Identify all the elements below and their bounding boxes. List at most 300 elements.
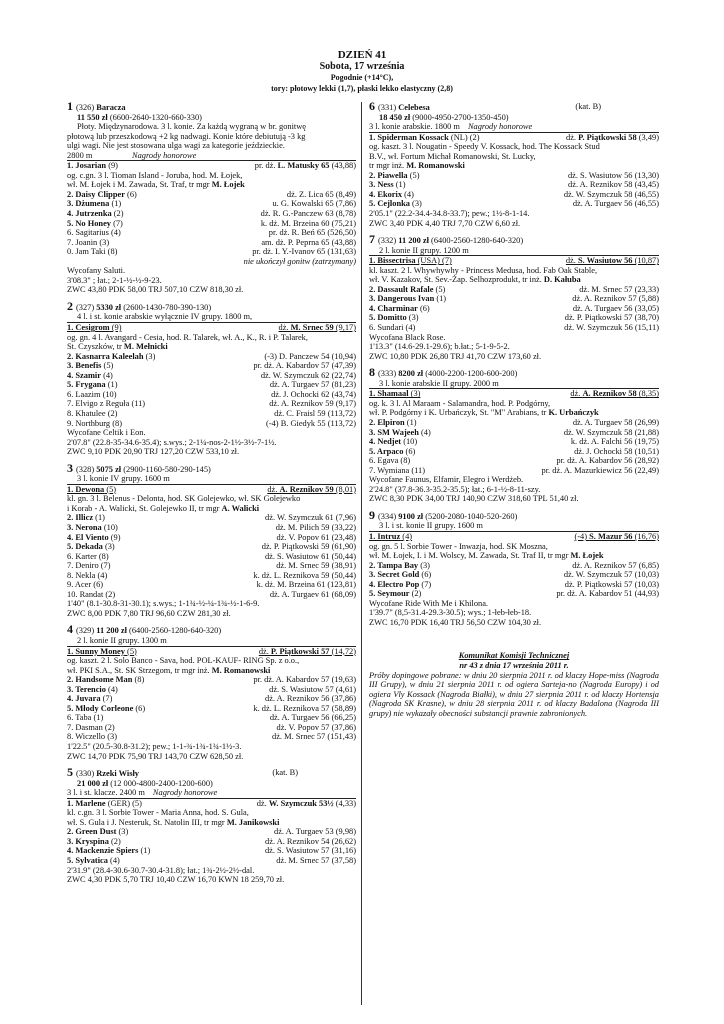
horse-name: 2. Dassault Rafale <box>369 284 434 294</box>
result-row <box>67 199 356 209</box>
result-info-line: kl. kaszt. 2 l. Whywhywhy - Princess Medusa, hod. Fab Oak Stable, <box>369 265 598 275</box>
horse-origin: (4) <box>418 427 431 437</box>
odds: (47,39) <box>331 361 356 371</box>
odds: (37,86) <box>331 722 356 732</box>
result-row <box>67 713 356 723</box>
horse-cell <box>67 561 111 571</box>
jockey-cell <box>269 685 356 695</box>
odds: (26,62) <box>331 836 356 846</box>
result-row <box>67 704 356 714</box>
jockey-prefix: (-3) D. Panczew 54 <box>264 351 332 361</box>
notice-body: Próby dopingowe pobrane: w dniu 20 sierpnia 2011 r. od klaczy Hope-miss (Nagroda III Grupy), w dniu 21 sierpnia 2011 r. od ogiera Sarteja-no (Nagroda Europy) i od ogiera Vly Kossack (Nagroda Białki), w dniu 27 sierpnia 2011 r. od klaczy Hortensja (Nagroda SK Krasne), w dniu 28 sierpnia 2011 r. od klaczy Badalona (Nagroda III grupy) nie wykazały obecności substancji prawnie zabronionych. <box>369 670 659 718</box>
horse-origin: (7) <box>98 561 111 571</box>
jockey-cell <box>574 532 659 542</box>
jockey-cell <box>574 447 659 457</box>
honor-label: Nagrody honorowe <box>467 122 533 132</box>
horse-cell <box>67 161 118 171</box>
result-row <box>369 389 659 399</box>
odds: (23,48) <box>331 532 356 542</box>
horse-cell <box>369 580 431 590</box>
race-block <box>369 365 659 504</box>
result-info-line: og. kaszt. 3 l. Nougatin - Speedy V. Kossack, hod. The Kossack Stud <box>369 142 600 152</box>
race-name: 5330 zł <box>96 302 122 312</box>
horse-name: 2. Kasnarra Kaleelah <box>67 351 144 361</box>
race-summary-line: Wycofane Faunus, Elfamir, Elegro i Werdżeb. <box>369 475 524 485</box>
race-conditions: ulgi wagi. Nie jest stosowana ulga wagi za kategorie jeździeckie. <box>67 141 285 151</box>
horse-origin: (5) <box>124 646 137 656</box>
odds: (58,89) <box>331 703 356 713</box>
result-row <box>67 190 356 200</box>
result-row <box>67 675 356 685</box>
odds: (43,45) <box>634 180 659 190</box>
result-row <box>369 589 659 599</box>
race-header <box>369 232 659 247</box>
jockey-prefix: dż. W. Szymczuk 56 <box>564 323 635 333</box>
horse-cell <box>369 389 420 399</box>
jockey-cell <box>257 580 356 590</box>
race-summary-line: ZWC 4,30 PDK 5,70 TRJ 10,40 CZW 16,70 KWN 18 259,70 zł. <box>67 875 285 885</box>
jockey-prefix: am. dż. P. Peprna 65 <box>261 237 332 247</box>
horse-name: 8. Nekla <box>67 570 96 580</box>
horse-origin: (4) <box>95 570 108 580</box>
horse-origin: (11) <box>409 465 426 475</box>
jockey-cell <box>261 209 356 219</box>
horse-origin: (1) <box>393 180 406 190</box>
race-block <box>67 99 356 295</box>
result-row <box>369 285 659 295</box>
notice-subtitle: nr 43 z dnia 17 września 2011 r. <box>459 660 569 670</box>
jockey-cell <box>265 513 356 523</box>
horse-origin: (10) <box>401 437 418 447</box>
result-row <box>67 732 356 742</box>
horse-name: 2. Handsome Man <box>67 675 133 685</box>
result-row <box>67 409 356 419</box>
jockey-cell <box>579 285 659 295</box>
horse-origin: (3) <box>102 542 115 552</box>
race-code: (328) <box>76 464 97 474</box>
horse-name: 1. Josarian <box>67 161 107 171</box>
horse-origin: (6) <box>91 580 104 590</box>
horse-origin: (1) <box>404 417 417 427</box>
honor-label: Nagrody honorowe <box>152 788 218 798</box>
horse-origin: (3) <box>408 389 421 399</box>
race-code: (326) <box>76 103 97 112</box>
race-number: 8 <box>369 365 375 380</box>
odds: (16,76) <box>632 531 659 541</box>
result-row <box>369 570 659 580</box>
result-row <box>67 209 356 219</box>
jockey-cell <box>556 456 659 466</box>
odds: (4,33) <box>333 798 356 808</box>
jockey-cell <box>270 380 356 390</box>
jockey-prefix: dż. A. Reznikov 57 <box>572 560 639 570</box>
horse-name: 1. Marlene <box>67 798 106 808</box>
horse-name: 4. Mackenzie Spiers <box>67 846 139 856</box>
horse-name: 7. Joanin <box>67 237 98 247</box>
honor-label: Nagrody honorowe <box>132 150 197 160</box>
result-info-line: og. gn. 5 l. Sorbie Tower - Inwazja, hod. SK Moszna, <box>369 541 548 551</box>
horse-name: 1. Sunny Money <box>67 646 125 656</box>
result-row <box>67 238 356 248</box>
result-row <box>369 304 659 314</box>
result-row <box>67 361 356 371</box>
race-code: (332) <box>378 236 399 246</box>
race-name: 11 200 zł <box>96 626 127 636</box>
prize-amount: 21 000 zł <box>77 778 109 788</box>
race-summary-line: 1'39.7" (8,5-31.4-29.3-30.5); wys.; 1-łeb-łeb-18. <box>369 608 532 618</box>
race-block <box>369 232 659 361</box>
trainer-name: M. Mełnicki <box>123 342 168 352</box>
jockey-cell <box>255 161 356 171</box>
result-row <box>67 580 356 590</box>
odds: (21,88) <box>634 427 659 437</box>
odds: (10,03) <box>634 579 659 589</box>
horse-name: 2. Tampa Bay <box>369 560 419 570</box>
race-code: (334) <box>378 511 399 521</box>
race-distance-honor <box>67 151 356 162</box>
jockey-prefix: dż. M. Srnec 57 <box>272 732 328 742</box>
horse-cell <box>67 380 117 390</box>
result-info-line: B.V., wł. Fortum Michał Romanowski, St. Lucky, <box>369 151 536 161</box>
odds: (123,81) <box>327 580 356 590</box>
odds: (26,99) <box>634 417 659 427</box>
result-info-line: wł. S. Gula i J. Nesteruk, St. Natolin III, tr mgr M. Janikowski <box>67 817 280 827</box>
race-distance-honor <box>67 788 356 799</box>
result-row <box>369 199 659 209</box>
horse-origin: (4) <box>108 228 121 238</box>
race-summary-line: 1'22.5" (20.5-30.8-31.2); pew.; 1-1-¾-1¾-1¾-1½-3. <box>67 742 242 751</box>
odds: (31,16) <box>331 846 356 856</box>
race-summary-line: 2'05.1" (22.2-34.4-34.8-33.7); pew.; 1½-8-1-14. <box>369 209 530 219</box>
result-info-line: wł. M. Łojek, I. i M. Wolscy, M. Zawada, St. Traf II, tr mgr M. Łojek <box>369 551 604 561</box>
horse-cell <box>67 552 109 562</box>
race-name: 11 200 zł <box>398 236 429 246</box>
horse-cell <box>67 647 137 657</box>
jockey-cell <box>269 228 356 238</box>
horse-name: 7. Deniro <box>67 561 99 571</box>
race-distance: 3 l. konie arabskie. 1800 m <box>369 122 460 132</box>
jockey-prefix: dż. W. Szymczuk 58 <box>563 189 635 199</box>
race-block <box>369 507 659 628</box>
result-row <box>67 799 356 809</box>
race-summary-line: Wycofane Celtik i Eon. <box>67 428 146 438</box>
result-info-line: og. kaszt. 2 l. Solo Banco - Sava, hod. POL-KAUF- RING Sp. z o.o., <box>67 656 300 666</box>
jockey-cell <box>566 256 659 266</box>
result-row <box>67 846 356 856</box>
odds: (13,30) <box>634 170 659 180</box>
horse-cell <box>369 428 431 438</box>
race-summary-line: ZWC 16,70 PDK 16,40 TRJ 56,50 CZW 104,30 zł. <box>369 617 542 627</box>
race-summary-line: ZWC 3,40 PDK 4,40 TRJ 7,70 CZW 6,60 zł. <box>369 218 521 228</box>
horse-origin: (6) <box>419 570 432 580</box>
jockey-cell <box>287 190 356 200</box>
race-block <box>67 298 356 457</box>
race-summary-line: ZWC 9,10 PDK 20,90 TRJ 127,20 CZW 533,10 zł. <box>67 447 240 457</box>
horse-origin: (6) <box>124 189 137 199</box>
jockey-cell <box>542 466 659 476</box>
horse-name: 5. No Honey <box>67 218 111 228</box>
jockey-name: S. Mazur 56 <box>589 531 633 541</box>
horse-name: 9. Northburg <box>67 418 111 428</box>
horse-origin: (5) <box>407 170 420 180</box>
horse-origin: (3) <box>418 560 430 570</box>
horse-cell <box>67 238 109 248</box>
race-summary-line: 1'40" (8.1-30.8-31-30.1); s.wys.; 1-1¾-½-¼-1¾-½-1-6-9. <box>67 599 260 609</box>
jockey-cell <box>564 323 659 333</box>
horse-origin: (2) <box>103 589 116 599</box>
horse-cell <box>67 685 118 695</box>
horse-name: 3. Secret Gold <box>369 570 420 580</box>
jockey-prefix: dż. S. Wasiutow 56 <box>567 170 635 180</box>
horse-origin: (3) <box>116 827 129 837</box>
horse-cell <box>369 256 452 266</box>
result-row <box>67 371 356 381</box>
horse-origin: (3) <box>406 313 419 323</box>
race-distance-honor <box>369 122 659 133</box>
odds: (38,70) <box>634 313 659 323</box>
horse-name: 2. Illicz <box>67 513 94 523</box>
odds: (151,43) <box>327 732 356 742</box>
race-summary-line: Wycofana Black Rose. <box>369 332 446 342</box>
jockey-prefix: k. dż. M. Brzeina 61 <box>256 580 328 590</box>
odds: (37,58) <box>331 856 356 866</box>
result-info-line: wł. P. Podgórny i K. Urbańczyk, St. "M" Arabians, tr K. Urbańczyk <box>369 408 599 418</box>
jockey-prefix: dż. A. Turgaev 53 <box>274 827 336 837</box>
tracks-line: tory: płotowy lekki (1,7), płaski lekko elastyczny (2,8) <box>271 84 453 93</box>
horse-name: 1. Bissectrisa <box>369 256 416 266</box>
odds: (3,49) <box>636 132 659 142</box>
jockey-prefix: pr. dż. A. Kabardov 57 <box>253 675 332 685</box>
race-conditions: 2 l. konie II grupy. 1300 m <box>67 636 356 647</box>
jockey-prefix: dż. W. Szymczuk 62 <box>260 370 332 380</box>
horse-cell <box>369 561 430 571</box>
odds: (5,88) <box>638 294 659 304</box>
race-summary-line: Wycofane Ride With Me i Khilona. <box>369 598 489 608</box>
jockey-prefix: dż. P. Piątkowski 59 <box>261 542 332 552</box>
jockey-prefix: pr. dż. R. Beń 65 <box>268 228 328 238</box>
result-row <box>369 466 659 476</box>
horse-cell <box>67 228 121 238</box>
horse-cell <box>369 466 425 476</box>
result-info-line: og. c.gn. 3 l. Tioman Island - Joruba, hod. M. Łojek, <box>67 170 243 180</box>
jockey-cell <box>277 723 357 733</box>
jockey-cell <box>572 561 659 571</box>
race-prize-split: (6400-2560-1280-640-320) <box>428 236 524 246</box>
race-name: Baracza <box>96 103 126 112</box>
race-header <box>369 507 659 522</box>
prize-amount: 18 450 zł <box>379 112 411 122</box>
odds: (8,78) <box>335 209 356 219</box>
horse-name: 3. Benefis <box>67 361 102 371</box>
odds: (8,01) <box>333 484 356 494</box>
jockey-prefix: dż. S. Wasiutow 57 <box>269 684 336 694</box>
result-row <box>67 228 356 238</box>
jockey-cell <box>252 247 356 257</box>
horse-origin: (2) <box>108 836 121 846</box>
horse-origin: (2) <box>102 722 115 732</box>
jockey-cell <box>269 399 356 409</box>
jockey-prefix: dż. M. Pilich 59 <box>275 522 332 532</box>
jockey-cell <box>566 133 659 143</box>
race-block <box>67 460 356 619</box>
trainer-name: M. Janikowski <box>226 817 280 827</box>
jockey-prefix: dż. <box>256 798 269 808</box>
result-info-line: kl. gn. 3 l. Belenus - Delonta, hod. SK Golejewko, wł. SK Golejewko <box>67 494 301 504</box>
result-row <box>67 161 356 171</box>
odds: (46,55) <box>634 199 659 209</box>
prize-amount: 11 550 zł <box>77 112 108 122</box>
technical-notice <box>369 651 659 718</box>
jockey-prefix: dż. J. Ochocki 62 <box>271 389 332 399</box>
result-row <box>67 827 356 837</box>
horse-name: 7. Wymiana <box>369 465 410 475</box>
result-row <box>67 723 356 733</box>
horse-name: 10. Randat <box>67 589 104 599</box>
horse-name: 9. Acer <box>67 580 92 590</box>
horse-origin: (3) <box>105 732 117 742</box>
odds: (33,05) <box>634 303 659 313</box>
jockey-cell <box>568 180 659 190</box>
horse-name: 1. Intruz <box>369 531 401 541</box>
horse-cell <box>369 532 412 542</box>
jockey-prefix: dż. <box>286 189 300 199</box>
odds: (43,88) <box>331 237 356 247</box>
race-prize-split: (2600-1430-780-390-130) <box>121 302 212 312</box>
odds: (50,44) <box>331 551 356 561</box>
horse-cell <box>369 190 414 200</box>
result-info-line: tr mgr inż. M. Romanowski <box>369 161 465 171</box>
horse-name: 2. Daisy Clipper <box>67 189 125 199</box>
jockey-prefix: pr. dż. A. Mazurkiewicz 56 <box>541 465 635 475</box>
trainer-name: M. Łojek <box>570 551 604 561</box>
odds: (50,44) <box>331 570 356 580</box>
trainer-name: M. Łojek <box>211 180 245 190</box>
horse-cell <box>67 361 113 371</box>
horse-cell <box>369 589 421 599</box>
race-header <box>67 622 356 637</box>
horse-name: 1. Dewona <box>67 484 105 494</box>
horse-origin: (5) <box>433 284 446 294</box>
horse-origin: (6) <box>133 703 146 713</box>
jockey-cell <box>253 675 356 685</box>
prize-split: (12 000-4800-2400-1200-600) <box>108 778 213 788</box>
jockey-name: A. Reznikov 59 <box>279 484 334 494</box>
jockey-cell <box>564 428 659 438</box>
race-summary-line: 3'08.3" ; łat.; 2-1-½-½-9-23. <box>67 275 162 285</box>
jockey-prefix: dż. W. Szymczuk 57 <box>563 570 635 580</box>
jockey-prefix: dż. <box>278 323 291 333</box>
horse-cell <box>67 713 103 723</box>
jockey-cell <box>261 371 356 381</box>
jockey-prefix: dż. <box>267 484 280 494</box>
result-row <box>67 419 356 429</box>
odds: (15,11) <box>634 323 659 333</box>
jockey-name: M. Srnec 59 <box>290 323 334 333</box>
horse-cell <box>369 570 431 580</box>
horse-cell <box>369 323 415 333</box>
race-number: 1 <box>67 99 73 113</box>
result-row <box>67 837 356 847</box>
jockey-prefix: dż. A. Turgaev 56 <box>572 303 635 313</box>
race-summary-line: ZWC 8,30 PDK 34,00 TRJ 140,90 CZW 318,60 TPL 51,40 zł. <box>369 494 579 504</box>
horse-name: 2. Elpiron <box>369 417 405 427</box>
race-number: 6 <box>369 99 375 113</box>
result-info-line: wł. PKI S.A., St. SK Strzegom, tr mgr inż. M. Romanowski <box>67 665 271 675</box>
horse-origin: (10) <box>101 522 118 532</box>
jockey-prefix: dż. M. Srnec 57 <box>276 856 332 866</box>
horse-cell <box>369 199 422 209</box>
jockey-cell <box>565 313 659 323</box>
horse-name: 4. Electro Pop <box>369 579 420 589</box>
horse-name: 3. SM Wajeeh <box>369 427 419 437</box>
horse-origin: (USA) (7) <box>415 256 452 266</box>
jockey-cell <box>272 732 356 742</box>
jockey-cell <box>265 552 356 562</box>
horse-origin: (1) <box>91 713 104 723</box>
race-prize <box>67 113 356 123</box>
race-distance: 2800 m <box>67 150 93 160</box>
jockey-prefix: dż. J. Ochocki 58 <box>574 446 635 456</box>
horse-name: 5. Domitto <box>369 313 407 323</box>
race-header <box>67 460 356 475</box>
odds: (8,49) <box>333 189 356 199</box>
result-row <box>67 561 356 571</box>
horse-cell <box>67 675 144 685</box>
race-name: Rzeki Wisły <box>96 769 139 779</box>
odds: (61,90) <box>331 542 356 552</box>
horse-cell <box>67 837 121 847</box>
race-prize-split: (2900-1160-580-290-145) <box>121 464 211 474</box>
jockey-cell <box>565 580 659 590</box>
horse-cell <box>369 418 417 428</box>
odds: (14,72) <box>329 646 356 656</box>
race-conditions: 4 l. i st. konie arabskie wyłącznie IV grupy. 1800 m, <box>67 312 356 323</box>
race-summary-line: 2'24.8" (37.8-36.3-35.2-35.5); łat.; 6-1-½-8-11-szy. <box>369 484 541 494</box>
horse-origin: (2) <box>409 589 422 599</box>
horse-origin: (4) <box>107 856 120 866</box>
odds: (43,88) <box>329 161 356 171</box>
odds: (23,33) <box>634 284 659 294</box>
jockey-cell <box>253 571 356 581</box>
jockey-name: Z. Lica 65 <box>299 189 334 199</box>
horse-cell <box>67 199 121 209</box>
race-summary-line: ZWC 8,00 PDK 7,80 TRJ 96,60 CZW 281,30 zł. <box>67 608 231 618</box>
horse-origin: (9) <box>109 323 122 333</box>
jockey-name: S. Wasiutow 56 <box>577 256 633 266</box>
race-prize <box>369 113 659 123</box>
jockey-cell <box>270 713 356 723</box>
horse-cell <box>369 437 417 447</box>
horse-cell <box>67 219 123 229</box>
result-row <box>67 219 356 229</box>
race-block <box>67 622 356 761</box>
result-row <box>369 133 659 143</box>
horse-name: 1. Cesigrom <box>67 323 110 333</box>
race-number: 7 <box>369 232 375 247</box>
horse-origin: (11) <box>129 399 146 409</box>
jockey-prefix: dż. V. Popov 57 <box>276 722 332 732</box>
horse-name: 7. Elvigo z Reguła <box>67 399 130 409</box>
odds: (33,22) <box>331 522 356 532</box>
jockey-prefix: dż. C. Fraisl 59 <box>274 408 328 418</box>
result-info-line: St. Czyszków, tr M. Mełnicki <box>67 342 168 352</box>
jockey-prefix: (-4) <box>574 531 590 541</box>
horse-origin: (1) <box>105 380 118 390</box>
jockey-prefix: dż. A. Reznikov 58 <box>568 180 635 190</box>
jockey-cell <box>272 199 356 209</box>
horse-cell <box>369 447 415 457</box>
race-name: 5075 zł <box>96 464 122 474</box>
